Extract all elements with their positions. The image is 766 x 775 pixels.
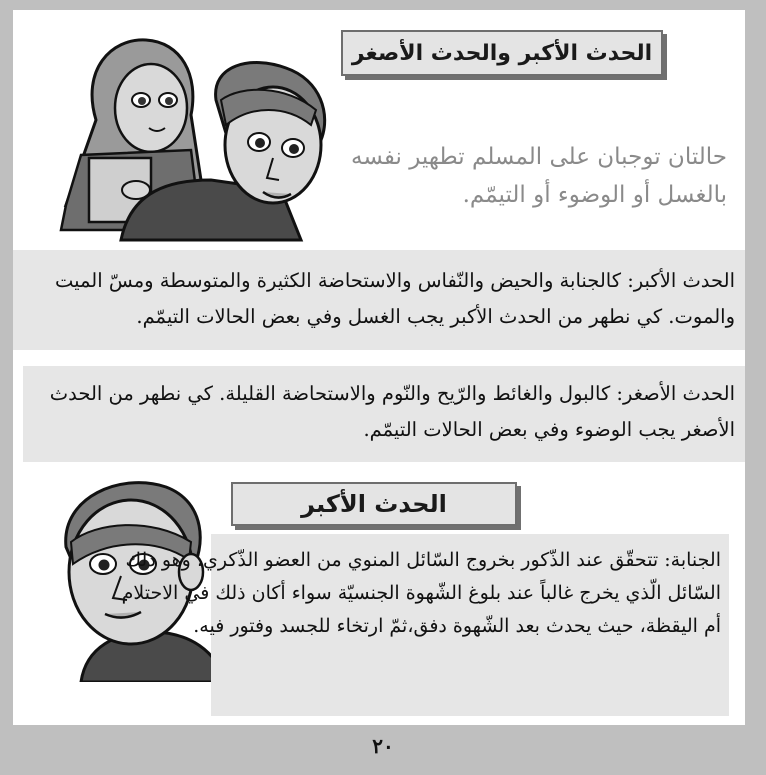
section-title: الحدث الأكبر bbox=[301, 490, 447, 518]
janaba-paragraph: الجنابة: تتحقّق عند الذّكور بخروج السّائل المنوي من العضو الذّكري، وهو ذلك السّائل الّذي يخرج غالباً عند بلوغ الشّهوة الجنسيّة سواء أكان ذلك في الاحتلام أم اليقظة، حيث يحدث بعد الشّهوة دفق،ثمّ ارتخاء للجسد وفتور فيه. bbox=[121, 549, 721, 637]
page-number: ٢٠ bbox=[372, 734, 394, 758]
major-hadath-paragraph: الحدث الأكبر: كالجنابة والحيض والنّفاس والاستحاضة الكثيرة والمتوسطة ومسّ الميت والموت. كي نطهر من الحدث الأكبر يجب الغسل وفي بعض الحالات التيمّم. bbox=[54, 269, 735, 328]
page-title: الحدث الأكبر والحدث الأصغر bbox=[351, 40, 653, 66]
page bbox=[13, 10, 745, 725]
header-title-box bbox=[341, 30, 663, 76]
girl-and-boy-illustration bbox=[41, 30, 341, 250]
minor-hadath-paragraph: الحدث الأصغر: كالبول والغائط والرّيح والنّوم والاستحاضة القليلة. كي نطهر من الحدث الأصغر يجب الوضوء وفي بعض الحالات التيمّم. bbox=[49, 382, 735, 441]
intro-text: حالتان توجبان على المسلم تطهير نفسه بالغسل أو الوضوء أو التيمّم. bbox=[351, 144, 727, 208]
section-title-box bbox=[231, 482, 517, 526]
